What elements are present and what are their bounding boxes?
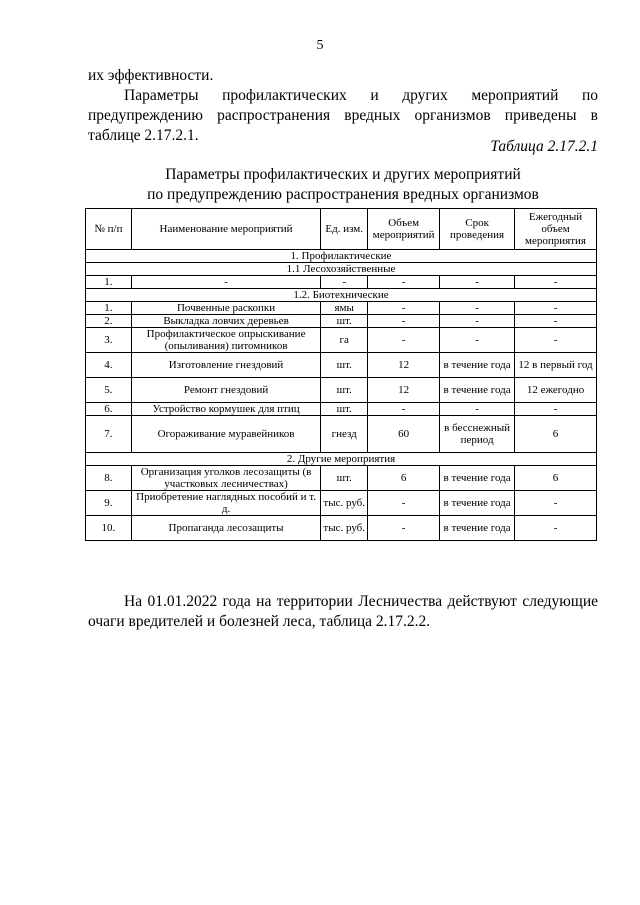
header-period: Срок проведения xyxy=(440,209,515,250)
table-row xyxy=(86,378,597,403)
cell-number: 3. xyxy=(86,328,132,353)
table-row xyxy=(86,315,597,328)
cell-number: 9. xyxy=(86,491,132,516)
page-number: 5 xyxy=(316,38,324,53)
paragraph-continuation: их эффективности. xyxy=(88,67,214,84)
cell-annual: 6 xyxy=(515,466,597,491)
cell-volume: - xyxy=(368,491,440,516)
cell-volume: 12 xyxy=(368,378,440,403)
table-row xyxy=(86,276,597,289)
header-unit: Ед. изм. xyxy=(321,209,368,250)
subsection-row xyxy=(86,289,597,302)
cell-unit: тыс. руб. xyxy=(321,491,368,516)
cell-name: Ремонт гнездовий xyxy=(131,378,320,403)
cell-annual: - xyxy=(515,403,597,416)
cell-period: в течение года xyxy=(440,353,515,378)
cell-volume: 60 xyxy=(368,416,440,453)
cell-unit: шт. xyxy=(321,403,368,416)
cell-name: Почвенные раскопки xyxy=(131,302,320,315)
cell-number: 6. xyxy=(86,403,132,416)
header-number: № п/п xyxy=(86,209,132,250)
cell-volume: 12 xyxy=(368,353,440,378)
cell-name: - xyxy=(131,276,320,289)
cell-name: Выкладка ловчих деревьев xyxy=(131,315,320,328)
cell-number: 8. xyxy=(86,466,132,491)
cell-volume: - xyxy=(368,516,440,541)
cell-unit: шт. xyxy=(321,466,368,491)
cell-period: в течение года xyxy=(440,516,515,541)
cell-annual: - xyxy=(515,328,597,353)
cell-name: Пропаганда лесозащиты xyxy=(131,516,320,541)
table-header-row xyxy=(86,209,597,250)
cell-period: в течение года xyxy=(440,378,515,403)
table-title-line2: по предупреждению распространения вредных организмов xyxy=(147,186,539,203)
paragraph-outbreaks: На 01.01.2022 года на территории Лесничества действуют следующие очаги вредителей и болезней леса, таблица 2.17.2.2. xyxy=(88,593,598,630)
cell-annual: 12 в первый год xyxy=(515,353,597,378)
table-row xyxy=(86,328,597,353)
cell-volume: - xyxy=(368,315,440,328)
cell-number: 7. xyxy=(86,416,132,453)
table-row xyxy=(86,516,597,541)
cell-number: 4. xyxy=(86,353,132,378)
table-row xyxy=(86,466,597,491)
cell-unit: шт. xyxy=(321,378,368,403)
cell-number: 10. xyxy=(86,516,132,541)
cell-unit: - xyxy=(321,276,368,289)
cell-unit: тыс. руб. xyxy=(321,516,368,541)
header-name: Наименование мероприятий xyxy=(131,209,320,250)
cell-number: 2. xyxy=(86,315,132,328)
table-row xyxy=(86,302,597,315)
cell-volume: - xyxy=(368,302,440,315)
cell-unit: шт. xyxy=(321,353,368,378)
subsection-title: 1.2. Биотехнические xyxy=(86,289,597,302)
section-title: 1. Профилактические xyxy=(86,250,597,263)
cell-volume: - xyxy=(368,403,440,416)
paragraph-intro: Параметры профилактических и других мероприятий по предупреждению распространения вредных организмов приведены в таблице 2.17.2.1. xyxy=(88,87,598,144)
cell-period: в течение года xyxy=(440,491,515,516)
cell-number: 5. xyxy=(86,378,132,403)
measures-table xyxy=(85,208,597,541)
section-row xyxy=(86,250,597,263)
cell-volume: - xyxy=(368,276,440,289)
cell-annual: - xyxy=(515,315,597,328)
cell-annual: - xyxy=(515,491,597,516)
table-row xyxy=(86,353,597,378)
cell-unit: га xyxy=(321,328,368,353)
header-annual-volume: Ежегодный объем мероприятия xyxy=(515,209,597,250)
cell-period: в течение года xyxy=(440,466,515,491)
cell-name: Приобретение наглядных пособий и т. д. xyxy=(131,491,320,516)
table-label: Таблица 2.17.2.1 xyxy=(490,138,598,155)
cell-period: - xyxy=(440,328,515,353)
header-volume: Объем мероприятий xyxy=(368,209,440,250)
cell-annual: - xyxy=(515,516,597,541)
cell-name: Изготовление гнездовий xyxy=(131,353,320,378)
cell-unit: шт. xyxy=(321,315,368,328)
table-title xyxy=(88,165,598,205)
table-row xyxy=(86,491,597,516)
cell-number: 1. xyxy=(86,276,132,289)
cell-annual: - xyxy=(515,276,597,289)
cell-name: Огораживание муравейников xyxy=(131,416,320,453)
subsection-row xyxy=(86,263,597,276)
table-row xyxy=(86,416,597,453)
cell-period: - xyxy=(440,302,515,315)
section-row xyxy=(86,453,597,466)
section-title: 2. Другие мероприятия xyxy=(86,453,597,466)
cell-period: - xyxy=(440,276,515,289)
cell-annual: 6 xyxy=(515,416,597,453)
cell-annual: - xyxy=(515,302,597,315)
cell-unit: гнезд xyxy=(321,416,368,453)
cell-period: - xyxy=(440,403,515,416)
cell-annual: 12 ежегодно xyxy=(515,378,597,403)
table-row xyxy=(86,403,597,416)
cell-unit: ямы xyxy=(321,302,368,315)
cell-volume: 6 xyxy=(368,466,440,491)
cell-period: - xyxy=(440,315,515,328)
cell-name: Профилактическое опрыскивание (опыливания) питомников xyxy=(131,328,320,353)
cell-volume: - xyxy=(368,328,440,353)
cell-name: Организация уголков лесозащиты (в участковых лесничествах) xyxy=(131,466,320,491)
cell-period: в бесснежный период xyxy=(440,416,515,453)
table-title-line1: Параметры профилактических и других мероприятий xyxy=(165,166,521,183)
cell-number: 1. xyxy=(86,302,132,315)
subsection-title: 1.1 Лесохозяйственные xyxy=(86,263,597,276)
cell-name: Устройство кормушек для птиц xyxy=(131,403,320,416)
